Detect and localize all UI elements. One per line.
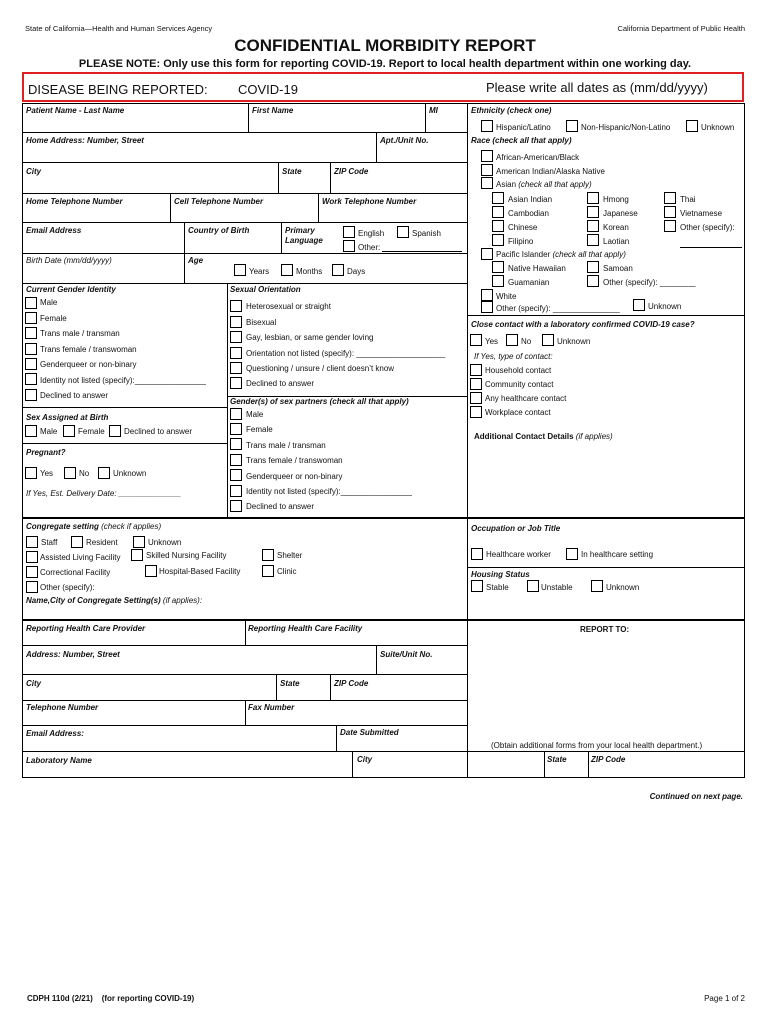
race-unknown-checkbox[interactable]	[633, 299, 645, 311]
mi-label: MI	[429, 106, 438, 115]
guamanian-checkbox[interactable]	[492, 275, 504, 287]
apt-label: Apt./Unit No.	[380, 136, 429, 145]
months-checkbox[interactable]	[281, 264, 293, 276]
contact-no-label: No	[521, 337, 532, 346]
provider-email-label: Email Address:	[26, 729, 84, 738]
samoan-label: Samoan	[603, 264, 633, 273]
laotian-label: Laotian	[603, 237, 630, 246]
gender-female-checkbox[interactable]	[25, 312, 37, 324]
orient-not-listed-checkbox[interactable]	[230, 347, 242, 359]
provider-label: Reporting Health Care Provider	[26, 624, 146, 633]
ethnicity-hispanic-label: Hispanic/Latino	[496, 123, 551, 132]
cong-name-city-text: Name,City of Congregate Setting(s)	[26, 596, 161, 605]
first-name-label: First Name	[252, 106, 294, 115]
sex-male-checkbox[interactable]	[25, 425, 37, 437]
cong-shelter-label: Shelter	[277, 551, 303, 560]
sex-male-label: Male	[40, 427, 58, 436]
race-asian-checkbox[interactable]	[481, 177, 493, 189]
orient-hetero-label: Heterosexual or straight	[246, 302, 331, 311]
orient-declined-checkbox[interactable]	[230, 377, 242, 389]
pacific-other-label: Other (specify): ________	[603, 278, 696, 287]
contact-type-label: If Yes, type of contact:	[474, 352, 553, 361]
cambodian-label: Cambodian	[508, 209, 549, 218]
gender-identity-label: Current Gender Identity	[26, 285, 116, 294]
orient-hetero-checkbox[interactable]	[230, 300, 242, 312]
cong-shelter-checkbox[interactable]	[262, 549, 274, 561]
asian-other-checkbox[interactable]	[664, 220, 676, 232]
cong-name-city-note: (if applies):	[162, 596, 203, 605]
gender-male-checkbox[interactable]	[25, 297, 37, 309]
partner-not-listed-checkbox[interactable]	[230, 485, 242, 497]
vietnamese-label: Vietnamese	[680, 209, 723, 218]
samoan-checkbox[interactable]	[587, 261, 599, 273]
orient-declined-label: Declined to answer	[246, 379, 315, 388]
pregnant-no-checkbox[interactable]	[64, 467, 76, 479]
orientation-label: Sexual Orientation	[230, 285, 301, 294]
provider-section	[22, 620, 745, 778]
provider-city-label: City	[26, 679, 42, 688]
obtain-forms-note: (Obtain additional forms from your local health department.)	[491, 741, 703, 750]
cong-correctional-label: Correctional Facility	[40, 568, 111, 577]
ethnicity-unknown-checkbox[interactable]	[686, 120, 698, 132]
page-number: Page 1 of 2	[704, 994, 745, 1003]
housing-unknown-checkbox[interactable]	[591, 580, 603, 592]
report-to-label: REPORT TO:	[580, 625, 630, 634]
chinese-checkbox[interactable]	[492, 220, 504, 232]
filipino-checkbox[interactable]	[492, 234, 504, 246]
congregate-label-text: Congregate setting	[26, 522, 99, 531]
lab-city-label: City	[357, 755, 373, 764]
years-checkbox[interactable]	[234, 264, 246, 276]
asian-indian-label: Asian Indian	[508, 195, 553, 204]
race-white-label: White	[496, 292, 517, 301]
contact-household-checkbox[interactable]	[470, 364, 482, 376]
pacific-other-checkbox[interactable]	[587, 275, 599, 287]
lab-state-label: State	[547, 755, 567, 764]
country-label: Country of Birth	[188, 226, 250, 235]
housing-unstable-checkbox[interactable]	[527, 580, 539, 592]
disease-value: COVID-19	[238, 82, 298, 97]
gender-genderqueer-label: Genderqueer or non-binary	[40, 360, 137, 369]
partner-male-label: Male	[246, 410, 264, 419]
race-white-checkbox[interactable]	[481, 289, 493, 301]
cong-staff-checkbox[interactable]	[26, 536, 38, 548]
email-label: Email Address	[26, 226, 82, 235]
housing-stable-checkbox[interactable]	[471, 580, 483, 592]
cong-assisted-checkbox[interactable]	[26, 551, 38, 563]
cong-skilled-checkbox[interactable]	[131, 549, 143, 561]
cong-assisted-label: Assisted Living Facility	[40, 553, 121, 562]
race-label: Race (check all that apply)	[471, 136, 572, 145]
asian-indian-checkbox[interactable]	[492, 192, 504, 204]
partner-genderqueer-label: Genderqueer or non-binary	[246, 472, 343, 481]
cong-hospital-label: Hospital-Based Facility	[159, 567, 241, 576]
cong-unknown-checkbox[interactable]	[133, 536, 145, 548]
spanish-label: Spanish	[412, 229, 441, 238]
contact-yes-label: Yes	[485, 337, 499, 346]
partner-trans-male-checkbox[interactable]	[230, 438, 242, 450]
filipino-label: Filipino	[508, 237, 534, 246]
contact-unknown-checkbox[interactable]	[542, 334, 554, 346]
provider-zip-label: ZIP Code	[334, 679, 369, 688]
hmong-checkbox[interactable]	[587, 192, 599, 204]
provider-fax-label: Fax Number	[248, 703, 295, 712]
contact-community-checkbox[interactable]	[470, 378, 482, 390]
hawaiian-checkbox[interactable]	[492, 261, 504, 273]
pregnant-no-label: No	[79, 469, 90, 478]
sex-birth-label: Sex Assigned at Birth	[26, 413, 109, 422]
sex-female-checkbox[interactable]	[63, 425, 75, 437]
partner-trans-female-checkbox[interactable]	[230, 454, 242, 466]
housing-label: Housing Status	[471, 570, 530, 579]
contact-household-label: Household contact	[485, 366, 552, 375]
cong-unknown-label: Unknown	[148, 538, 182, 547]
sex-declined-checkbox[interactable]	[109, 425, 121, 437]
zip-label: ZIP Code	[334, 167, 369, 176]
orient-questioning-label: Questioning / unsure / client doesn’t know	[246, 364, 395, 373]
pregnant-yes-checkbox[interactable]	[25, 467, 37, 479]
cong-resident-label: Resident	[86, 538, 118, 547]
primary-language-label: Primary Language	[285, 226, 323, 245]
english-checkbox[interactable]	[343, 226, 355, 238]
vietnamese-checkbox[interactable]	[664, 206, 676, 218]
column-divider	[467, 103, 468, 518]
months-label: Months	[296, 267, 323, 276]
cong-other-label: Other (specify):	[40, 583, 95, 592]
provider-suite-label: Suite/Unit No.	[380, 650, 433, 659]
partner-genderqueer-checkbox[interactable]	[230, 469, 242, 481]
cong-name-city-label	[26, 596, 202, 606]
gender-female-label: Female	[40, 314, 67, 323]
gender-declined-label: Declined to answer	[40, 391, 109, 400]
orient-bisexual-label: Bisexual	[246, 318, 277, 327]
occupation-label: Occupation or Job Title	[471, 524, 561, 533]
japanese-checkbox[interactable]	[587, 206, 599, 218]
thai-label: Thai	[680, 195, 696, 204]
congregate-label	[26, 522, 161, 532]
facility-label: Reporting Health Care Facility	[248, 624, 363, 633]
cong-correctional-checkbox[interactable]	[26, 566, 38, 578]
gender-trans-male-label: Trans male / transman	[40, 329, 120, 338]
cong-skilled-label: Skilled Nursing Facility	[146, 551, 227, 560]
hmong-label: Hmong	[603, 195, 629, 204]
chinese-label: Chinese	[508, 223, 538, 232]
korean-checkbox[interactable]	[587, 220, 599, 232]
contact-healthcare-checkbox[interactable]	[470, 392, 482, 404]
contact-workplace-label: Workplace contact	[485, 408, 551, 417]
race-native-checkbox[interactable]	[481, 164, 493, 176]
lab-name-label: Laboratory Name	[26, 756, 92, 765]
close-contact-label: Close contact with a laboratory confirmed COVID-19 case?	[471, 320, 695, 329]
race-black-checkbox[interactable]	[481, 150, 493, 162]
contact-community-label: Community contact	[485, 380, 554, 389]
thai-checkbox[interactable]	[664, 192, 676, 204]
additional-contact-note: (if applies)	[575, 432, 613, 441]
days-label: Days	[347, 267, 366, 276]
healthcare-worker-checkbox[interactable]	[471, 548, 483, 560]
gender-declined-checkbox[interactable]	[25, 389, 37, 401]
other-language-label: Other:	[358, 243, 381, 252]
laotian-checkbox[interactable]	[587, 234, 599, 246]
pregnant-yes-label: Yes	[40, 469, 54, 478]
gender-not-listed-checkbox[interactable]	[25, 373, 37, 385]
orient-bisexual-checkbox[interactable]	[230, 316, 242, 328]
cambodian-checkbox[interactable]	[492, 206, 504, 218]
housing-stable-label: Stable	[486, 583, 509, 592]
ethnicity-label: Ethnicity (check one)	[471, 106, 552, 115]
provider-phone-label: Telephone Number	[26, 703, 99, 712]
in-healthcare-checkbox[interactable]	[566, 548, 578, 560]
race-asian-text: Asian	[496, 180, 517, 189]
asian-other-label: Other (specify):	[680, 223, 735, 232]
race-pacific-checkbox[interactable]	[481, 248, 493, 260]
spanish-checkbox[interactable]	[397, 226, 409, 238]
sex-female-label: Female	[78, 427, 105, 436]
city-label: City	[26, 167, 42, 176]
gender-trans-male-checkbox[interactable]	[25, 327, 37, 339]
continued-note: Continued on next page.	[649, 792, 743, 801]
housing-unknown-label: Unknown	[606, 583, 640, 592]
contact-unknown-label: Unknown	[557, 337, 591, 346]
cong-clinic-label: Clinic	[277, 567, 297, 576]
gender-not-listed-label: Identity not listed (specify):________________	[40, 376, 206, 385]
state-label: State	[282, 167, 302, 176]
pregnant-label: Pregnant?	[26, 448, 66, 457]
cell-phone-label: Cell Telephone Number	[174, 197, 264, 206]
race-native-label: American Indian/Alaska Native	[496, 167, 605, 176]
gender-genderqueer-checkbox[interactable]	[25, 358, 37, 370]
gender-male-label: Male	[40, 298, 58, 307]
cong-resident-checkbox[interactable]	[71, 536, 83, 548]
last-name-label: Patient Name - Last Name	[26, 106, 125, 115]
additional-contact-label	[474, 432, 613, 442]
hawaiian-label: Native Hawaiian	[508, 264, 566, 273]
pregnant-unknown-label: Unknown	[113, 469, 147, 478]
lab-zip-label: ZIP Code	[591, 755, 626, 764]
korean-label: Korean	[603, 223, 629, 232]
contact-yes-checkbox[interactable]	[470, 334, 482, 346]
housing-unstable-label: Unstable	[541, 583, 573, 592]
contact-healthcare-label: Any healthcare contact	[485, 394, 567, 403]
orient-questioning-checkbox[interactable]	[230, 362, 242, 374]
race-asian-note: (check all that apply)	[518, 180, 592, 189]
partners-label: Gender(s) of sex partners (check all that apply)	[230, 397, 409, 406]
provider-address-label: Address: Number, Street	[26, 650, 120, 659]
partner-male-checkbox[interactable]	[230, 408, 242, 420]
partner-not-listed-label: Identity not listed (specify):________________	[246, 487, 412, 496]
other-language-checkbox[interactable]	[343, 240, 355, 252]
days-checkbox[interactable]	[332, 264, 344, 276]
department-header: California Department of Public Health	[617, 24, 745, 33]
guamanian-label: Guamanian	[508, 278, 550, 287]
date-submitted-label: Date Submitted	[340, 728, 399, 737]
provider-state-label: State	[280, 679, 300, 688]
partner-declined-label: Declined to answer	[246, 502, 315, 511]
agency-header: State of California—Health and Human Services Agency	[25, 24, 213, 33]
sex-declined-label: Declined to answer	[124, 427, 193, 436]
partner-trans-female-label: Trans female / transwoman	[246, 456, 343, 465]
race-pacific-note: (check all that apply)	[552, 250, 626, 259]
pregnant-unknown-checkbox[interactable]	[98, 467, 110, 479]
race-pacific-label	[496, 250, 626, 260]
birth-date-label: Birth Date (mm/dd/yyyy)	[26, 256, 112, 265]
ethnicity-unknown-label: Unknown	[701, 123, 735, 132]
dates-note: Please write all dates as (mm/dd/yyyy)	[486, 80, 708, 95]
gender-trans-female-checkbox[interactable]	[25, 343, 37, 355]
cong-staff-label: Staff	[41, 538, 58, 547]
gender-trans-female-label: Trans female / transwoman	[40, 345, 137, 354]
in-healthcare-label: In healthcare setting	[581, 550, 654, 559]
years-label: Years	[249, 267, 270, 276]
work-phone-label: Work Telephone Number	[322, 197, 417, 206]
form-title: CONFIDENTIAL MORBIDITY REPORT	[234, 36, 536, 55]
contact-no-checkbox[interactable]	[506, 334, 518, 346]
additional-contact-text: Additional Contact Details	[474, 432, 574, 441]
home-address-label: Home Address: Number, Street	[26, 136, 144, 145]
race-asian-label	[496, 180, 592, 190]
race-other-checkbox[interactable]	[481, 301, 493, 313]
race-black-label: African-American/Black	[496, 153, 580, 162]
age-label: Age	[188, 256, 204, 265]
home-phone-label: Home Telephone Number	[26, 197, 123, 206]
congregate-note: (check if applies)	[101, 522, 162, 531]
cong-other-checkbox[interactable]	[26, 581, 38, 593]
form-note: PLEASE NOTE: Only use this form for reporting COVID-19. Report to local health department within one working day.	[78, 58, 692, 70]
cong-hospital-checkbox[interactable]	[145, 565, 157, 577]
japanese-label: Japanese	[603, 209, 638, 218]
healthcare-worker-label: Healthcare worker	[486, 550, 551, 559]
orient-gay-checkbox[interactable]	[230, 331, 242, 343]
partner-trans-male-label: Trans male / transman	[246, 441, 326, 450]
contact-workplace-checkbox[interactable]	[470, 406, 482, 418]
ethnicity-non-hispanic-checkbox[interactable]	[566, 120, 578, 132]
cong-clinic-checkbox[interactable]	[262, 565, 274, 577]
english-label: English	[358, 229, 385, 238]
race-other-label: Other (specify): _______________	[496, 304, 620, 313]
ethnicity-non-hispanic-label: Non-Hispanic/Non-Latino	[581, 123, 671, 132]
form-id: CDPH 110d (2/21) (for reporting COVID-19)	[27, 994, 195, 1003]
disease-label: DISEASE BEING REPORTED:	[28, 82, 208, 97]
race-unknown-label: Unknown	[648, 302, 682, 311]
orient-gay-label: Gay, lesbian, or same gender loving	[246, 333, 374, 342]
delivery-date-label: If Yes, Est. Delivery Date: ______________	[26, 489, 182, 498]
ethnicity-hispanic-checkbox[interactable]	[481, 120, 493, 132]
orient-not-listed-label: Orientation not listed (specify): ____________________	[246, 349, 446, 358]
race-pacific-text: Pacific Islander	[496, 250, 551, 259]
partner-female-label: Female	[246, 425, 273, 434]
partner-female-checkbox[interactable]	[230, 423, 242, 435]
partner-declined-checkbox[interactable]	[230, 500, 242, 512]
